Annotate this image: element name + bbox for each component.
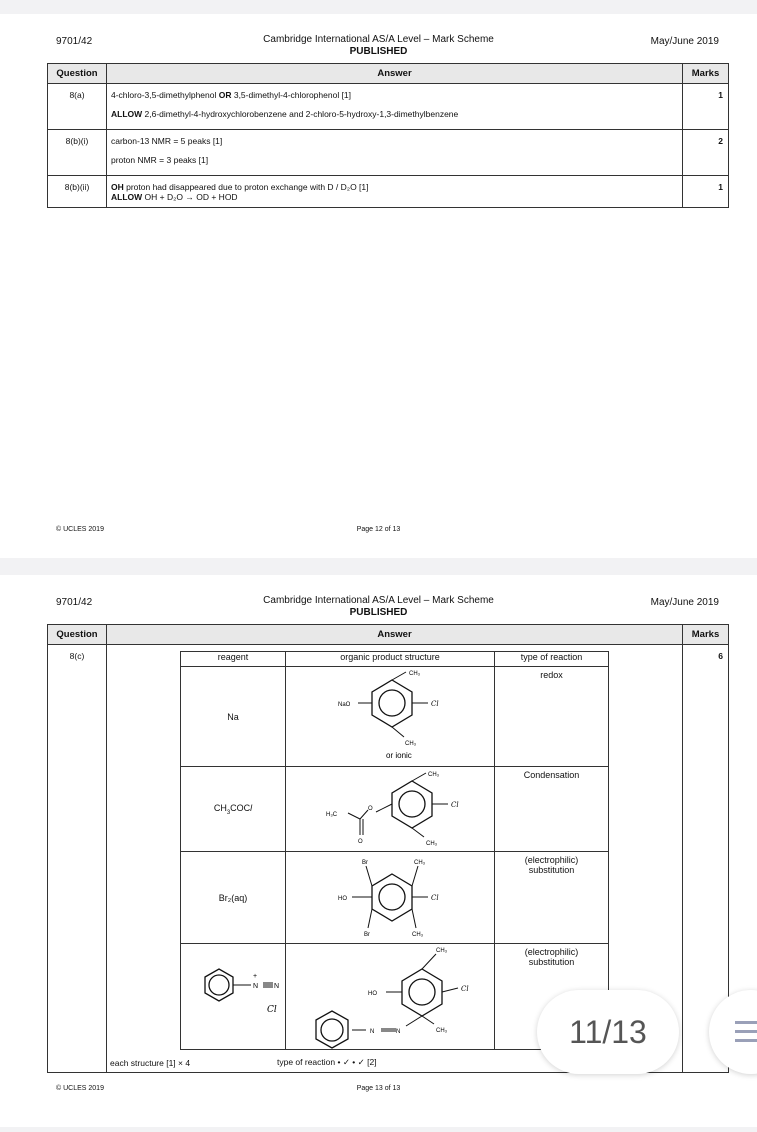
page-12: [0, 14, 757, 558]
answer-line: 4-chloro-3,5-dimethylphenol OR 3,5-dimethyl-4-chlorophenol [1]: [111, 90, 352, 100]
answer-line: ALLOW 2,6-dimethyl-4-hydroxychlorobenzene and 2-chloro-5-hydroxy-1,3-dimethylbenzene: [111, 109, 459, 119]
chlorine-label: Cl: [431, 894, 439, 902]
answer-line: carbon-13 NMR = 5 peaks [1]: [111, 136, 223, 146]
question-number: 8(a): [69, 90, 85, 100]
sodium-oxide-label: NaO: [338, 702, 351, 708]
marks-value: 2: [718, 136, 723, 146]
methyl-label: CH₃: [405, 741, 417, 747]
methyl-label: CH₃: [409, 671, 421, 677]
reaction-type: redox: [495, 667, 609, 767]
footer-copyright: © UCLES 2019: [56, 1085, 104, 1092]
marks-value: 1: [718, 90, 723, 100]
reagent-cell: $CH_3COCl$: [181, 767, 286, 852]
ionic-note: or ionic: [386, 751, 412, 760]
reagent-cell: Br₂(aq): [181, 852, 286, 944]
col-question: Question: [48, 64, 107, 84]
table-row: [181, 667, 609, 767]
chloride-label: Cl: [267, 1005, 277, 1015]
dibromo-structure: [286, 852, 494, 943]
nitrogen-label: N: [396, 1029, 401, 1035]
sodium-phenoxide-structure: [286, 667, 494, 766]
nitrogen-label: N: [370, 1029, 375, 1035]
hydroxyl-label: HO: [368, 991, 377, 997]
header-title: Cambridge International AS/A Level – Mark Scheme PUBLISHED: [263, 595, 494, 618]
page-indicator[interactable]: 11/13: [537, 990, 679, 1074]
marks-value: 6: [718, 651, 723, 661]
reaction-type: (electrophilic) substitution: [495, 852, 609, 944]
methyl-label: CH₃: [412, 932, 424, 938]
header-session: May/June 2019: [650, 597, 719, 608]
table-row: [181, 852, 609, 944]
mark-scheme-table: [47, 63, 729, 208]
col-question: Question: [48, 625, 107, 645]
methyl-label: CH₃: [414, 860, 426, 866]
reaction-type: (electrophilic) substitution: [495, 944, 609, 1050]
charge-label: +: [253, 973, 258, 980]
bromine-label: Br: [364, 932, 370, 938]
methyl-label: CH₃: [436, 1028, 448, 1034]
table-row: [181, 767, 609, 852]
answer-line: proton NMR = 3 peaks [1]: [111, 155, 209, 165]
diazonium-structure: [181, 944, 285, 1049]
header-code: 9701/42: [56, 36, 93, 47]
col-answer: Answer: [107, 64, 683, 84]
col-reagent: reagent: [181, 652, 286, 667]
methyl-label: CH₃: [428, 772, 440, 778]
chlorine-label: Cl: [461, 985, 469, 993]
ester-structure: [286, 767, 494, 851]
col-answer: Answer: [107, 625, 683, 645]
col-marks: Marks: [683, 625, 729, 645]
reaction-marks-note: type of reaction • ✓ • ✓ [2]: [277, 1057, 377, 1067]
answer-line: OH proton had disappeared due to proton exchange with D / D₂O [1]: [111, 182, 369, 192]
header-code: 9701/42: [56, 597, 93, 608]
methyl-label: CH₃: [436, 948, 448, 954]
methyl-label: CH₃: [426, 841, 438, 847]
reagent-table: [180, 651, 609, 1050]
footer-copyright: © UCLES 2019: [56, 526, 104, 533]
azo-dye-structure: [286, 944, 494, 1049]
header-session: May/June 2019: [650, 36, 719, 47]
table-row: [48, 130, 729, 176]
col-type: type of reaction: [495, 652, 609, 667]
nitrogen-label: N: [253, 983, 259, 990]
answer-line: ALLOW OH + D₂O → OD + HOD: [111, 192, 238, 202]
table-row: [48, 84, 729, 130]
chlorine-label: Cl: [431, 700, 439, 708]
reaction-type: Condensation: [495, 767, 609, 852]
bromine-label: Br: [362, 860, 368, 866]
question-number: 8(b)(i): [65, 136, 89, 146]
col-marks: Marks: [683, 64, 729, 84]
oxygen-label: O: [368, 806, 373, 812]
chlorine-label: Cl: [451, 801, 459, 809]
hydroxyl-label: HO: [338, 896, 347, 902]
oxygen-label: O: [358, 839, 363, 845]
marks-value: 1: [718, 182, 723, 192]
nitrogen-label: N: [274, 983, 280, 990]
footer-page: Page 13 of 13: [356, 1085, 401, 1092]
table-row: [48, 176, 729, 208]
structure-marks-note: each structure [1] × 4: [110, 1058, 191, 1068]
col-product: organic product structure: [286, 652, 495, 667]
footer-page: Page 12 of 13: [356, 526, 401, 533]
question-number: 8(c): [69, 651, 85, 661]
methyl-label: H₃C: [326, 812, 338, 818]
reagent-cell: Na: [181, 667, 286, 767]
header-title: Cambridge International AS/A Level – Mark Scheme PUBLISHED: [263, 34, 494, 57]
question-number: 8(b)(ii): [64, 182, 90, 192]
